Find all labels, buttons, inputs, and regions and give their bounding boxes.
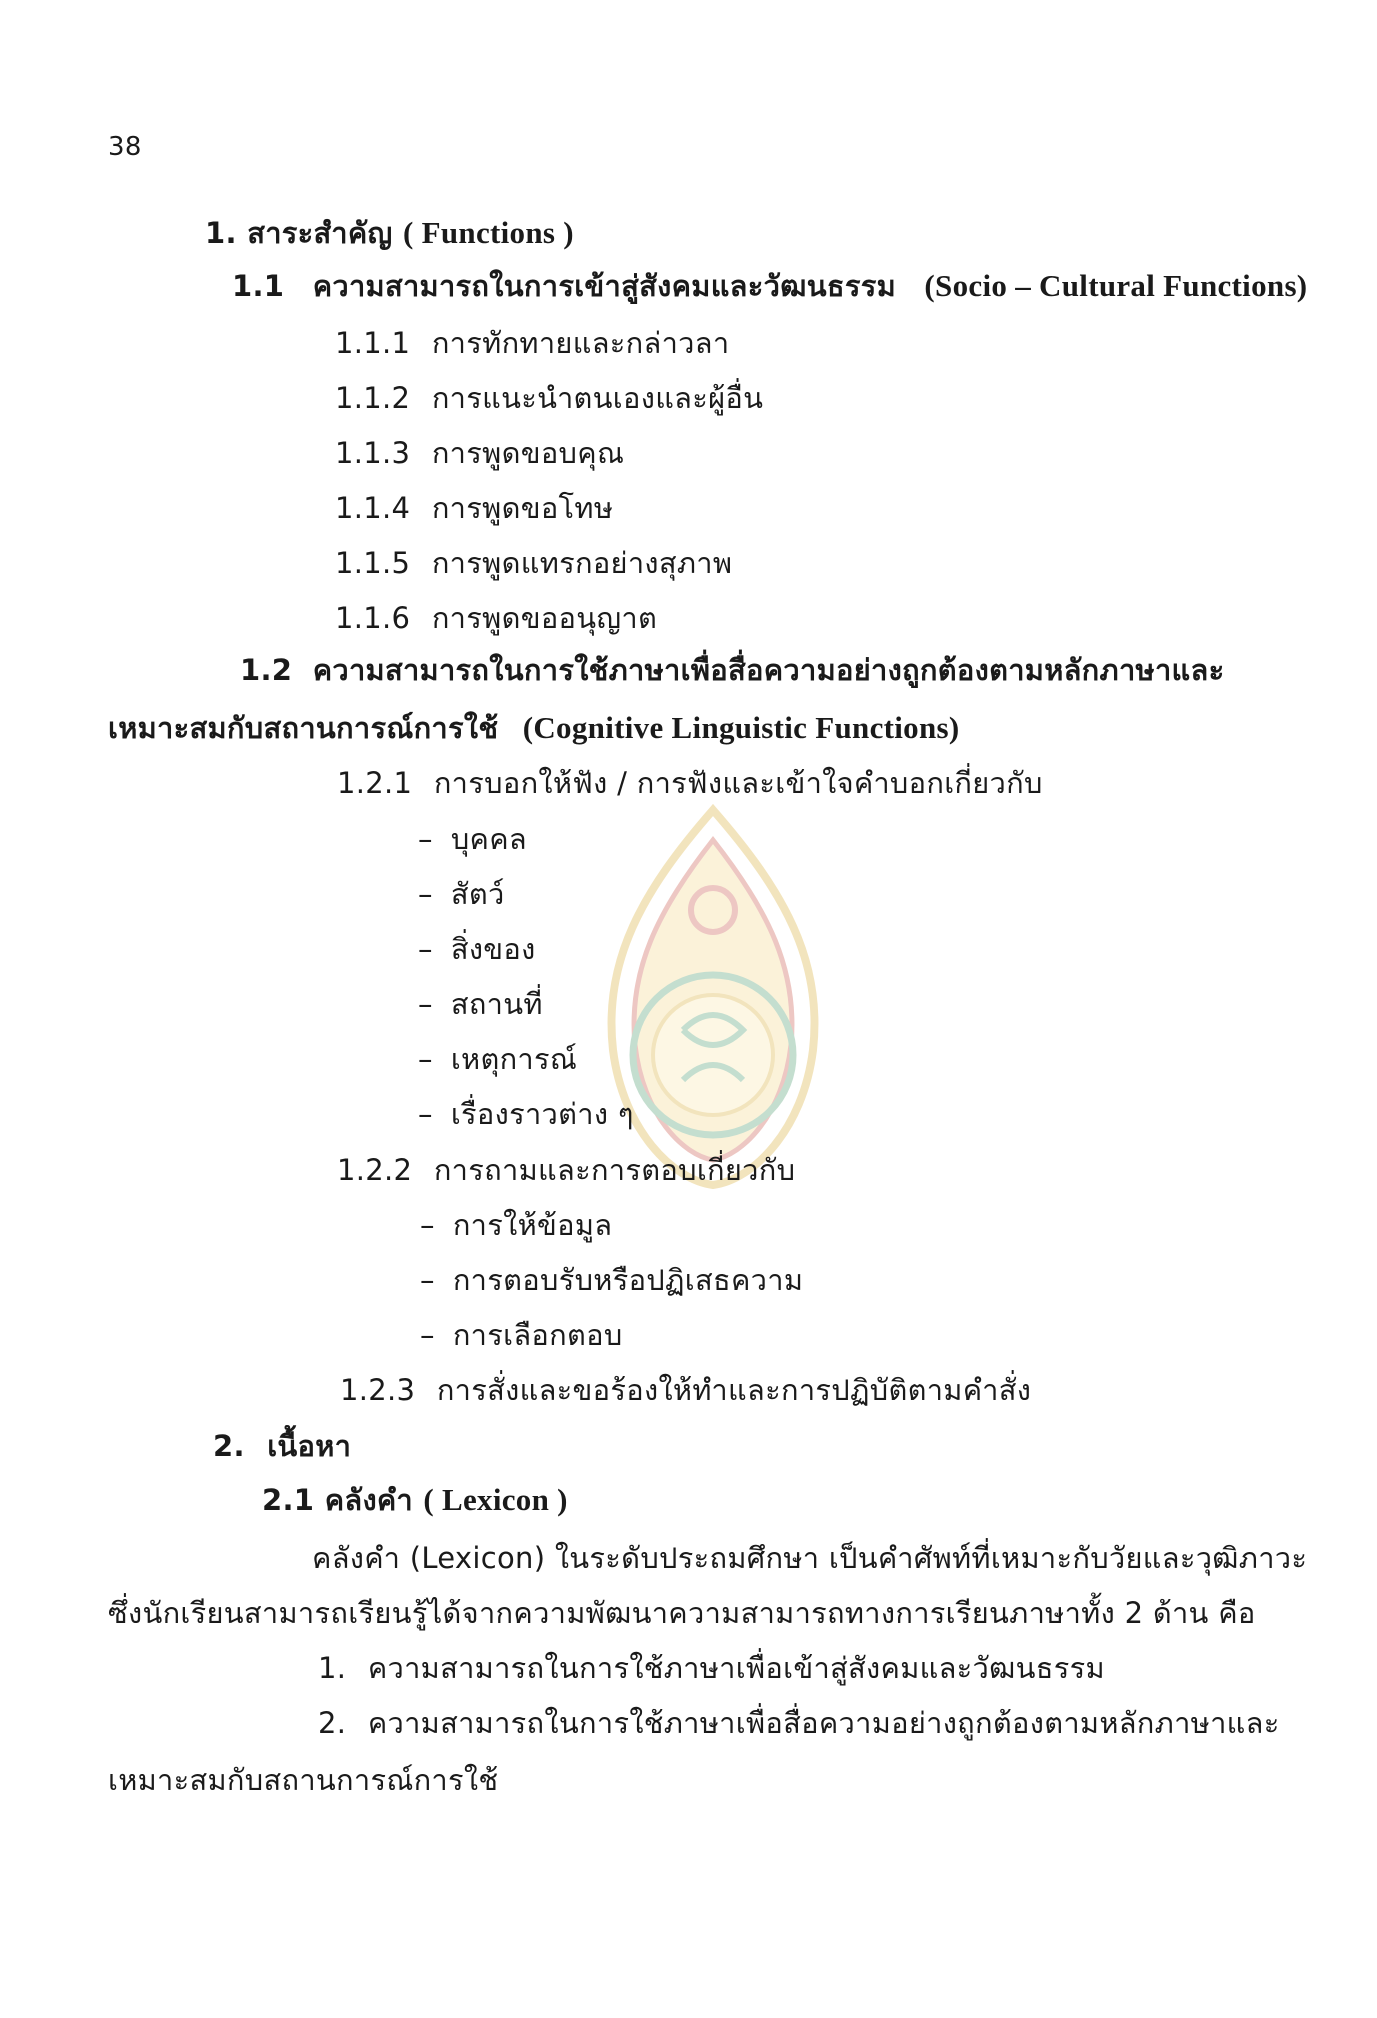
item-text: ความสามารถในการใช้ภาษาเพื่อสื่อความอย่างถูกต้องตามหลักภาษาและ (367, 1706, 1280, 1740)
item-text: การแนะนำตนเองและผู้อื่น (431, 381, 764, 415)
item-number: 2. (318, 1706, 347, 1740)
item-number: 1.1.4 (335, 491, 411, 525)
item-number: 1.1.6 (335, 601, 411, 635)
bullet-text: การเลือกตอบ (452, 1318, 623, 1352)
dash: – (418, 987, 433, 1021)
item-text: การพูดขอบคุณ (431, 436, 625, 470)
list-item (335, 378, 763, 418)
bullet-text: เรื่องราวต่าง ๆ (450, 1097, 634, 1131)
numbered-item (318, 1703, 1280, 1743)
section-title: เนื้อหา (267, 1429, 352, 1463)
bullet-text: บุคคล (450, 822, 527, 856)
section-1-2-heading (240, 650, 1224, 690)
list-item (335, 488, 613, 528)
item-text: การถามและการตอบเกี่ยวกับ (433, 1153, 796, 1187)
item-number: 1.2.1 (337, 766, 413, 800)
section-number: 1. (205, 216, 237, 250)
dash: – (420, 1263, 435, 1297)
item-text: การบอกให้ฟัง / การฟังและเข้าใจคำบอกเกี่ยวกับ (433, 766, 1043, 800)
section-number: 1.2 (240, 653, 293, 687)
bullet-item (420, 1205, 612, 1245)
section-title-cont: เหมาะสมกับสถานการณ์การใช้ (108, 711, 499, 745)
item-text: การพูดขออนุญาต (431, 601, 658, 635)
item-text: การทักทายและกล่าวลา (431, 326, 730, 360)
bullet-text: สถานที่ (450, 987, 543, 1021)
dash: – (418, 932, 433, 966)
page-number: 38 (108, 132, 142, 162)
section-2-1-heading (262, 1480, 568, 1520)
item-text: การสั่งและขอร้องให้ทำและการปฏิบัติตามคำสั่ง (436, 1373, 1032, 1407)
section-title: ความสามารถในการใช้ภาษาเพื่อสื่อความอย่างถูกต้องตามหลักภาษาและ (312, 653, 1225, 687)
bullet-item (418, 819, 527, 859)
bullet-item (418, 984, 543, 1024)
section-title-latin: (Socio – Cultural Functions) (924, 268, 1308, 303)
section-title: คลังคำ (324, 1483, 413, 1517)
section-title-latin: (Cognitive Linguistic Functions) (522, 710, 960, 745)
item-number: 1.2.3 (340, 1373, 416, 1407)
section-title: ความสามารถในการเข้าสู่สังคมและวัฒนธรรม (312, 269, 897, 303)
section-number: 2.1 (262, 1483, 315, 1517)
numbered-item (318, 1648, 1105, 1688)
bullet-text: เหตุการณ์ (450, 1042, 578, 1076)
list-item (335, 543, 732, 583)
list-item (335, 598, 657, 638)
item-number: 1.1.1 (335, 326, 411, 360)
bullet-text: สัตว์ (450, 877, 505, 911)
section-title: สาระสำคัญ (247, 216, 393, 250)
item-number: 1.1.5 (335, 546, 411, 580)
dash: – (418, 1097, 433, 1131)
dash: – (418, 1042, 433, 1076)
bullet-item (418, 1094, 634, 1134)
item-text: การพูดขอโทษ (431, 491, 614, 525)
bullet-item (420, 1315, 623, 1355)
section-title-latin: ( Functions ) (402, 215, 574, 250)
dash: – (420, 1318, 435, 1352)
item-number: 1. (318, 1651, 347, 1685)
section-2-heading (213, 1426, 351, 1466)
item-number: 1.1.2 (335, 381, 411, 415)
item-number: 1.1.3 (335, 436, 411, 470)
section-number: 1.1 (232, 269, 285, 303)
list-item (340, 1370, 1031, 1410)
list-item (337, 1150, 795, 1190)
bullet-item (418, 874, 505, 914)
list-item (337, 763, 1043, 803)
section-1-1-heading (232, 266, 1307, 306)
section-1-heading (205, 213, 574, 253)
bullet-text: สิ่งของ (450, 932, 536, 966)
dash: – (420, 1208, 435, 1242)
bullet-item (420, 1260, 803, 1300)
paragraph-line: คลังคำ (Lexicon) ในระดับประถมศึกษา เป็นคำศัพท์ที่เหมาะกับวัยและวุฒิภาวะ (312, 1541, 1308, 1575)
list-item (335, 323, 729, 363)
bullet-item (418, 929, 536, 969)
item-text: การพูดแทรกอย่างสุภาพ (431, 546, 733, 580)
item-number: 1.2.2 (337, 1153, 413, 1187)
bullet-text: การให้ข้อมูล (452, 1208, 613, 1242)
numbered-item-cont: เหมาะสมกับสถานการณ์การใช้ (108, 1763, 499, 1797)
dash: – (418, 877, 433, 911)
bullet-text: การตอบรับหรือปฏิเสธความ (452, 1263, 804, 1297)
section-number: 2. (213, 1429, 245, 1463)
dash: – (418, 822, 433, 856)
section-1-2-heading-cont (108, 708, 960, 748)
item-text: ความสามารถในการใช้ภาษาเพื่อเข้าสู่สังคมและวัฒนธรรม (367, 1651, 1105, 1685)
paragraph-line: ซึ่งนักเรียนสามารถเรียนรู้ได้จากความพัฒนาความสามารถทางการเรียนภาษาทั้ง 2 ด้าน คือ (108, 1596, 1256, 1630)
bullet-item (418, 1039, 577, 1079)
list-item (335, 433, 624, 473)
section-title-latin: ( Lexicon ) (423, 1482, 568, 1517)
